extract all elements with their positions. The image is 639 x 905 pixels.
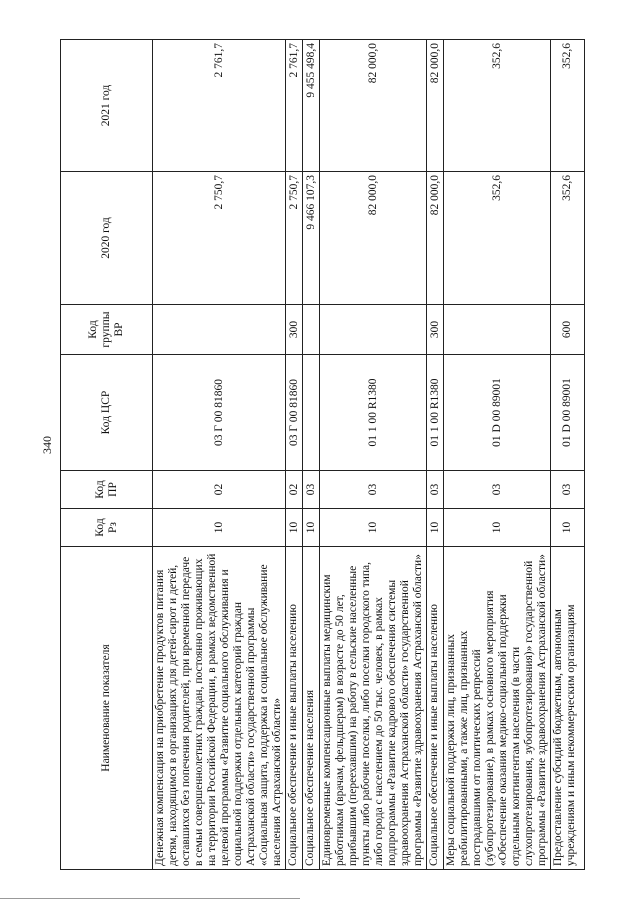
row-2021: 2 761,7 <box>153 40 286 172</box>
table-row <box>551 40 585 870</box>
row-rz: 10 <box>427 509 444 547</box>
row-csr <box>303 355 320 471</box>
header-vr: Код группы ВР <box>61 305 153 355</box>
row-rz: 10 <box>303 509 320 547</box>
row-name: Социальное обеспечение населения <box>303 547 320 870</box>
row-name: Социальное обеспечение и иные выплаты населению <box>427 547 444 870</box>
row-vr <box>303 305 320 355</box>
row-2020: 82 000,0 <box>320 172 427 305</box>
row-2021: 9 455 498,4 <box>303 40 320 172</box>
table-row <box>427 40 444 870</box>
row-vr: 600 <box>551 305 585 355</box>
row-csr: 01 1 00 R1380 <box>427 355 444 471</box>
table-row <box>303 40 320 870</box>
rotated-table-container <box>60 40 577 870</box>
table-row <box>286 40 303 870</box>
row-2020: 352,6 <box>444 172 551 305</box>
row-2020: 352,6 <box>551 172 585 305</box>
row-2020: 9 466 107,3 <box>303 172 320 305</box>
table-row <box>320 40 427 870</box>
row-2021: 2 761,7 <box>286 40 303 172</box>
row-pr: 03 <box>303 471 320 509</box>
row-rz: 10 <box>320 509 427 547</box>
table-row <box>153 40 286 870</box>
row-2021: 82 000,0 <box>320 40 427 172</box>
row-csr: 01 D 00 89001 <box>551 355 585 471</box>
row-name: Предоставление субсидий бюджетным, автономным учреждениям и иным некоммерческим организациям <box>551 547 585 870</box>
header-pr: Код ПР <box>61 471 153 509</box>
row-2021: 352,6 <box>444 40 551 172</box>
header-2021: 2021 год <box>61 40 153 172</box>
header-rz: Код Рз <box>61 509 153 547</box>
row-vr <box>320 305 427 355</box>
row-pr: 02 <box>153 471 286 509</box>
header-csr: Код ЦСР <box>61 355 153 471</box>
row-name: Единовременные компенсационные выплаты медицинским работникам (врачам, фельдшерам) в возрасте до 50 лет, прибывшим (переехавшим) на работу в сельские населенные пункты либо рабочие поселки, либо поселки городского типа, либо города с населением до 50 тыс. человек, в рамках подпрограммы «Развитие кадрового обеспечения системы здравоохранения Астраханской области» государственной программы «Развитие здравоохранения Астраханской области» <box>320 547 427 870</box>
row-name: Социальное обеспечение и иные выплаты населению <box>286 547 303 870</box>
row-2020: 2 750,7 <box>153 172 286 305</box>
row-rz: 10 <box>551 509 585 547</box>
row-vr: 300 <box>286 305 303 355</box>
row-pr: 03 <box>551 471 585 509</box>
footer-divider <box>0 898 300 899</box>
row-rz: 10 <box>153 509 286 547</box>
row-name: Меры социальной поддержки лиц, признанных реабилитированными, а также лиц, признанных пострадавшими от политических репрессий (зубопротезирование), в рамках основного мероприятия «Обеспечение оказания медико-социальной поддержки отдельным контингентам населения (в части слухопротезирования, зубопротезирования)» государственной программы «Развитие здравоохранения Астраханской области» <box>444 547 551 870</box>
table-header-row <box>61 40 153 870</box>
row-2021: 82 000,0 <box>427 40 444 172</box>
row-pr: 03 <box>444 471 551 509</box>
budget-table <box>60 39 585 870</box>
row-vr: 300 <box>427 305 444 355</box>
page-number: 340 <box>40 436 54 454</box>
row-pr: 03 <box>320 471 427 509</box>
row-vr <box>444 305 551 355</box>
row-vr <box>153 305 286 355</box>
row-csr: 01 D 00 89001 <box>444 355 551 471</box>
row-2020: 82 000,0 <box>427 172 444 305</box>
row-csr: 03 Г 00 81860 <box>153 355 286 471</box>
row-csr: 01 1 00 R1380 <box>320 355 427 471</box>
table-row <box>444 40 551 870</box>
row-rz: 10 <box>444 509 551 547</box>
row-name: Денежная компенсация на приобретение продуктов питания детям, находящимся в организациях для детей-сирот и детей, оставшихся без попечения родителей, при временной передаче в семьи совершеннолетних граждан, постоянно проживающих на территории Российской Федерации, в рамках ведомственной целевой программы «Развитие социального обслуживания и социальной поддержки отдельных категорий граждан Астраханской области» государственной программы «Социальная защита, поддержка и социальное обслуживание населения Астраханской области» <box>153 547 286 870</box>
header-name: Наименование показателя <box>61 547 153 870</box>
header-2020: 2020 год <box>61 172 153 305</box>
row-2020: 2 750,7 <box>286 172 303 305</box>
row-2021: 352,6 <box>551 40 585 172</box>
row-pr: 02 <box>286 471 303 509</box>
row-rz: 10 <box>286 509 303 547</box>
row-pr: 03 <box>427 471 444 509</box>
row-csr: 03 Г 00 81860 <box>286 355 303 471</box>
